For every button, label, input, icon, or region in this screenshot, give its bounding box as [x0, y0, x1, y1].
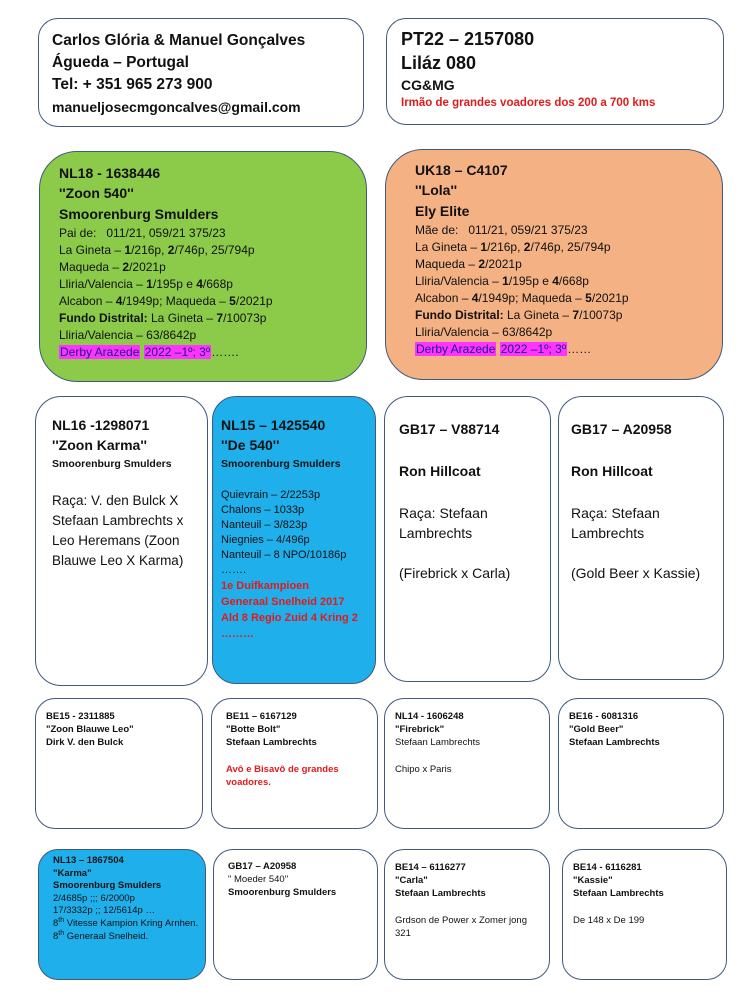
ggp5-breeder: Smoorenburg Smulders	[53, 880, 162, 892]
sire-breeder: Smoorenburg Smulders	[59, 206, 219, 222]
owner-location: Águeda – Portugal	[52, 54, 189, 71]
gp4-parents: (Gold Beer x Kassie)	[571, 565, 701, 581]
ggp4-name: "Gold Beer"	[569, 724, 624, 735]
dam-result-la-gineta: La Gineta – 1/216p, 2/746p, 25/794p	[415, 240, 611, 254]
sire-ring: NL18 - 1638446	[59, 165, 161, 181]
sire-result-la-gineta: La Gineta – 1/216p, 2/746p, 25/794p	[59, 243, 255, 257]
owner-card	[38, 18, 364, 127]
gp2-result: …….	[221, 564, 247, 576]
ggp7-name: "Carla"	[395, 875, 428, 886]
ggp8-breeder: Stefaan Lambrechts	[573, 888, 664, 899]
dam-offspring: Mãe de: 011/21, 059/21 375/23	[415, 223, 588, 237]
ggp5-results-2: 17/3332p ;; 12/5614p …	[53, 905, 155, 917]
gp2-ring: NL15 – 1425540	[221, 417, 326, 433]
dam-card	[385, 149, 723, 380]
great-grandparent-card-3	[384, 698, 550, 829]
gp4-ring: GB17 – A20958	[571, 421, 672, 437]
ggp6-breeder: Smoorenburg Smulders	[228, 887, 337, 898]
dam-result-lliria-2: Lliria/Valencia – 63/8642p	[415, 325, 553, 339]
ggp7-breeder: Stefaan Lambrechts	[395, 888, 486, 899]
ggp5-ring: NL13 – 1867504	[53, 855, 124, 866]
ggp7-ring: BE14 – 6116277	[395, 862, 466, 873]
bird-ring: PT22 – 2157080	[401, 29, 535, 49]
gp3-ring: GB17 – V88714	[399, 421, 500, 437]
ggp5-title-2: 8th Generaal Snelheid.	[53, 929, 149, 942]
gp2-title: ………	[221, 628, 254, 640]
grandparent-card-2	[212, 396, 376, 684]
grandparent-card-3	[384, 396, 551, 682]
dam-ring: UK18 – C4107	[415, 162, 508, 178]
ggp2-ring: BE11 – 6167129	[226, 711, 297, 722]
gp2-title: Generaal Snelheid 2017	[221, 596, 345, 608]
ggp3-breeder: Stefaan Lambrechts	[395, 737, 481, 748]
ggp8-name: "Kassie"	[573, 875, 613, 886]
ggp2-breeder: Stefaan Lambrechts	[226, 737, 317, 748]
great-grandparent-card-4	[558, 698, 724, 829]
ggp1-ring: BE15 - 2311885	[46, 711, 115, 722]
dam-name: ''Lola''	[415, 182, 458, 198]
sire-result-fundo-distrital: Fundo Distrital: La Gineta – 7/10073p	[59, 311, 267, 325]
sire-result-lliria-2: Lliria/Valencia – 63/8642p	[59, 328, 197, 342]
sire-offspring: Pai de: 011/21, 059/21 375/23	[59, 226, 226, 240]
owner-phone: Tel: + 351 965 273 900	[52, 76, 213, 93]
gp2-name: ''De 540''	[221, 437, 280, 453]
ggp1-breeder: Dirk V. den Bulck	[46, 737, 124, 748]
sire-result-lliria: Lliria/Valencia – 1/195p e 4/668p	[59, 277, 233, 291]
sire-derby: Derby Arazede 2022 –1º; 3º…….	[60, 345, 239, 359]
great-grandparent-card-7	[384, 849, 550, 980]
gp2-result: Quievrain – 2/2253p	[221, 489, 321, 501]
ggp1-name: "Zoon Blauwe Leo"	[46, 724, 134, 735]
gp1-ring: NL16 -1298071	[52, 417, 150, 433]
sire-result-maqueda: Maqueda – 2/2021p	[59, 260, 166, 274]
ggp3-ring: NL14 - 1606248	[395, 711, 464, 722]
owner-email[interactable]: manueljosecmgoncalves@gmail.com	[52, 99, 301, 115]
gp1-race: Raça: V. den Bulck X Stefaan Lambrechts x Leo Heremans (Zoon Blauwe Leo X Karma)	[52, 493, 184, 568]
gp4-breeder: Ron Hillcoat	[571, 463, 653, 479]
bird-code: CG&MG	[401, 77, 455, 93]
dam-derby: Derby Arazede 2022 –1º; 3º……	[416, 342, 592, 356]
ggp5-name: "Karma"	[53, 867, 92, 879]
gp3-breeder: Ron Hillcoat	[399, 463, 481, 479]
dam-result-maqueda: Maqueda – 2/2021p	[415, 257, 522, 271]
ggp2-note: Avô e Bisavô de grandes voadores.	[226, 764, 339, 788]
dam-result-alcabon: Alcabon – 4/1949p; Maqueda – 5/2021p	[415, 291, 629, 305]
dam-breeder: Ely Elite	[415, 203, 470, 219]
great-grandparent-card-5	[38, 849, 206, 980]
great-grandparent-card-2	[211, 698, 378, 829]
ggp6-ring: GB17 – A20958	[228, 861, 297, 872]
gp2-result: Niegnies – 4/496p	[221, 534, 310, 546]
sire-result-alcabon: Alcabon – 4/1949p; Maqueda – 5/2021p	[59, 294, 273, 308]
ggp5-title-1: 8th Vitesse Kampion Kring Arnhen.	[53, 916, 199, 929]
ggp4-ring: BE16 - 6081316	[569, 711, 639, 722]
ggp3-name: "Firebrick"	[395, 724, 445, 735]
dam-result-lliria: Lliria/Valencia – 1/195p e 4/668p	[415, 274, 589, 288]
ggp6-name: " Moeder 540''	[228, 874, 289, 885]
owner-name: Carlos Glória & Manuel Gonçalves	[52, 32, 306, 49]
ggp3-parents: Chipo x Paris	[395, 764, 452, 775]
dam-result-fundo-distrital: Fundo Distrital: La Gineta – 7/10073p	[415, 308, 623, 322]
gp2-breeder: Smoorenburg Smulders	[221, 458, 341, 470]
ggp7-parents: Grdson de Power x Zomer jong 321	[395, 915, 528, 939]
gp1-name: ''Zoon Karma''	[52, 437, 147, 453]
bird-note: Irmão de grandes voadores dos 200 a 700 kms	[401, 97, 656, 109]
ggp4-breeder: Stefaan Lambrechts	[569, 737, 660, 748]
gp3-parents: (Firebrick x Carla)	[399, 565, 511, 581]
gp2-results	[221, 488, 371, 578]
ggp8-ring: BE14 - 6116281	[573, 862, 642, 873]
ggp5-results-1: 2/4685p ;;; 6/2000p	[53, 892, 135, 904]
gp4-race: Raça: Stefaan Lambrechts	[571, 505, 660, 541]
gp2-result: Nanteuil – 3/823p	[221, 519, 308, 531]
gp2-result: Chalons – 1033p	[221, 504, 305, 516]
great-grandparent-card-8	[562, 849, 727, 980]
sire-card	[39, 151, 367, 382]
ggp2-name: "Botte Bolt"	[226, 724, 281, 735]
grandparent-card-4	[558, 396, 724, 680]
great-grandparent-card-6	[213, 849, 378, 980]
gp3-race: Raça: Stefaan Lambrechts	[399, 505, 488, 541]
grandparent-card-1	[35, 396, 208, 686]
ggp8-parents: De 148 x De 199	[573, 915, 645, 926]
gp2-result: Nanteuil – 8 NPO/10186p	[221, 549, 347, 561]
gp2-title: Ald 8 Regio Zuid 4 Kring 2	[221, 612, 358, 624]
bird-name: Liláz 080	[401, 53, 477, 73]
gp1-breeder: Smoorenburg Smulders	[52, 458, 172, 470]
gp2-titles	[221, 578, 371, 642]
gp2-title: 1e Duifkampioen	[221, 580, 310, 592]
bird-card	[386, 18, 724, 125]
sire-name: ''Zoon 540''	[59, 185, 134, 201]
great-grandparent-card-1	[35, 698, 203, 829]
